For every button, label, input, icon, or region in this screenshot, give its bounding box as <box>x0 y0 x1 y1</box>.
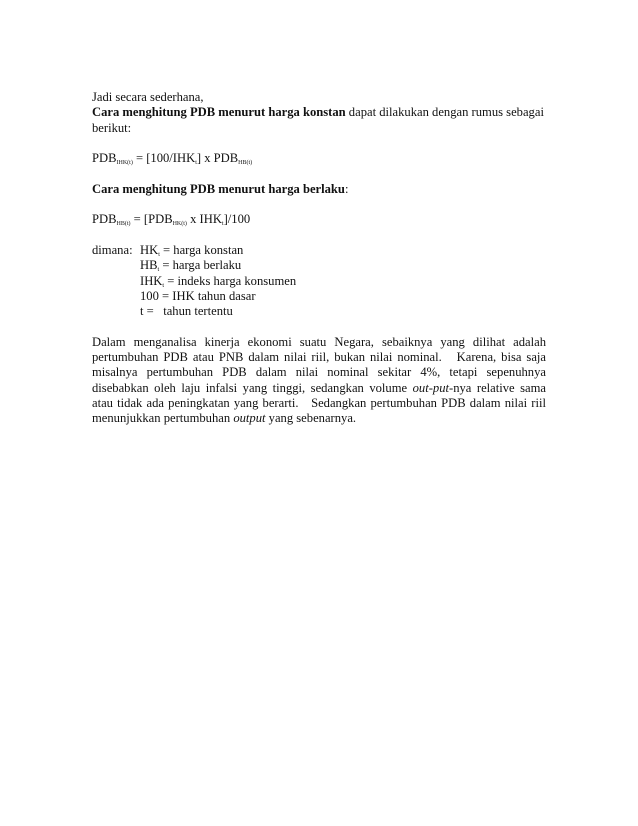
definitions-lead: dimana: <box>92 242 133 257</box>
definition-meaning: = indeks harga konsumen <box>164 273 297 288</box>
formula1-mid: ] x PDB <box>196 151 239 166</box>
paragraph-line-6-b: yang sebenarnya. <box>265 411 357 426</box>
definitions-indent <box>92 289 140 304</box>
intro-line-2-rest: dapat dilakukan dengan rumus sebagai <box>345 105 544 120</box>
formula2-pdb-subscript: HK(t) <box>172 221 187 228</box>
definition-text <box>140 243 243 258</box>
definition-symbol: HB <box>140 258 158 273</box>
formula-harga-berlaku <box>92 212 546 227</box>
formula1-ihk-subscript: t <box>195 160 197 167</box>
definition-subscript: t <box>162 282 165 289</box>
spacer <box>92 136 546 151</box>
definitions-indent <box>92 274 140 289</box>
formula2-mid: x IHK <box>186 212 222 227</box>
paragraph-line-4-b: -nya relative sama <box>449 380 546 395</box>
intro-line-1: Jadi secara sederhana, <box>92 90 204 104</box>
formula1-rhs-subscript: HB(t) <box>238 160 253 167</box>
paragraph-line-6-emphasis: output <box>233 411 266 426</box>
document-page <box>92 90 546 427</box>
paragraph-line-6 <box>92 411 546 426</box>
formula1-eq: = [100/IHK <box>132 151 196 166</box>
formula2-ihk-subscript: t <box>221 221 224 228</box>
definition-meaning: = harga konstan <box>159 242 244 257</box>
formula-harga-konstan <box>92 151 546 166</box>
paragraph-line-3: misalnya pertumbuhan PDB dalam nilai nominal sekitar 4%, tetapi sepenuhnya <box>92 365 546 380</box>
definition-row-100 <box>92 289 546 304</box>
heading-harga-berlaku: Cara menghitung PDB menurut harga berlaku <box>92 181 345 196</box>
paragraph-line-6-a: menunjukkan pertumbuhan <box>92 411 234 426</box>
definition-subscript: t <box>157 267 160 274</box>
heading-harga-berlaku-line <box>92 182 546 197</box>
paragraph-line-5: atau tidak ada peningkatan yang berarti. Sedangkan pertumbuhan PDB dalam nilai riil <box>92 395 546 410</box>
paragraph-line-1: Dalam menganalisa kinerja ekonomi suatu Negara, sebaiknya yang dilihat adalah <box>92 334 546 349</box>
paragraph-line-4-a: disebabkan oleh laju infalsi yang tinggi, sedangkan volume <box>92 380 413 395</box>
definition-text <box>140 289 256 304</box>
formula2-eq: = [PDB <box>130 212 173 227</box>
definition-row-hk <box>92 243 546 258</box>
spacer <box>92 228 546 243</box>
definition-text <box>140 258 241 273</box>
spacer <box>92 197 546 212</box>
intro-line-3: berikut: <box>92 120 132 135</box>
definition-row-t <box>92 304 546 319</box>
definition-row-ihk <box>92 274 546 289</box>
heading-harga-konstan: Cara menghitung PDB menurut harga konstan <box>92 105 346 120</box>
definition-meaning: = IHK tahun dasar <box>158 288 256 303</box>
definition-text <box>140 274 296 289</box>
definition-subscript: t <box>158 251 160 258</box>
formula1-lhs: PDB <box>92 151 117 166</box>
spacer <box>92 319 546 334</box>
definitions-indent <box>92 258 140 273</box>
paragraph-line-4-emphasis: out-put <box>412 380 449 395</box>
intro-line-2 <box>92 105 546 120</box>
formula2-end: ]/100 <box>223 212 251 227</box>
formula2-lhs: PDB <box>92 212 117 227</box>
body-paragraph <box>92 335 546 427</box>
heading-colon: : <box>344 181 349 196</box>
definition-symbol: IHK <box>140 273 163 288</box>
definition-meaning: = harga berlaku <box>159 258 242 273</box>
definitions-list <box>92 243 546 319</box>
definition-symbol: HK <box>140 242 159 257</box>
spacer <box>92 166 546 181</box>
definition-meaning: = tahun tertentu <box>143 304 233 319</box>
formula2-lhs-subscript: HB(t) <box>116 221 131 228</box>
paragraph-line-2: pertumbuhan PDB atau PNB dalam nilai riil, bukan nilai nominal. Karena, bisa saja <box>92 350 546 365</box>
formula1-lhs-subscript: IHK(t) <box>116 160 133 167</box>
definition-symbol: 100 <box>140 288 159 303</box>
paragraph-line-4 <box>92 381 546 396</box>
definition-symbol: t <box>140 304 144 319</box>
definitions-indent <box>92 304 140 319</box>
definition-row-hb <box>92 258 546 273</box>
definition-text <box>140 304 233 319</box>
